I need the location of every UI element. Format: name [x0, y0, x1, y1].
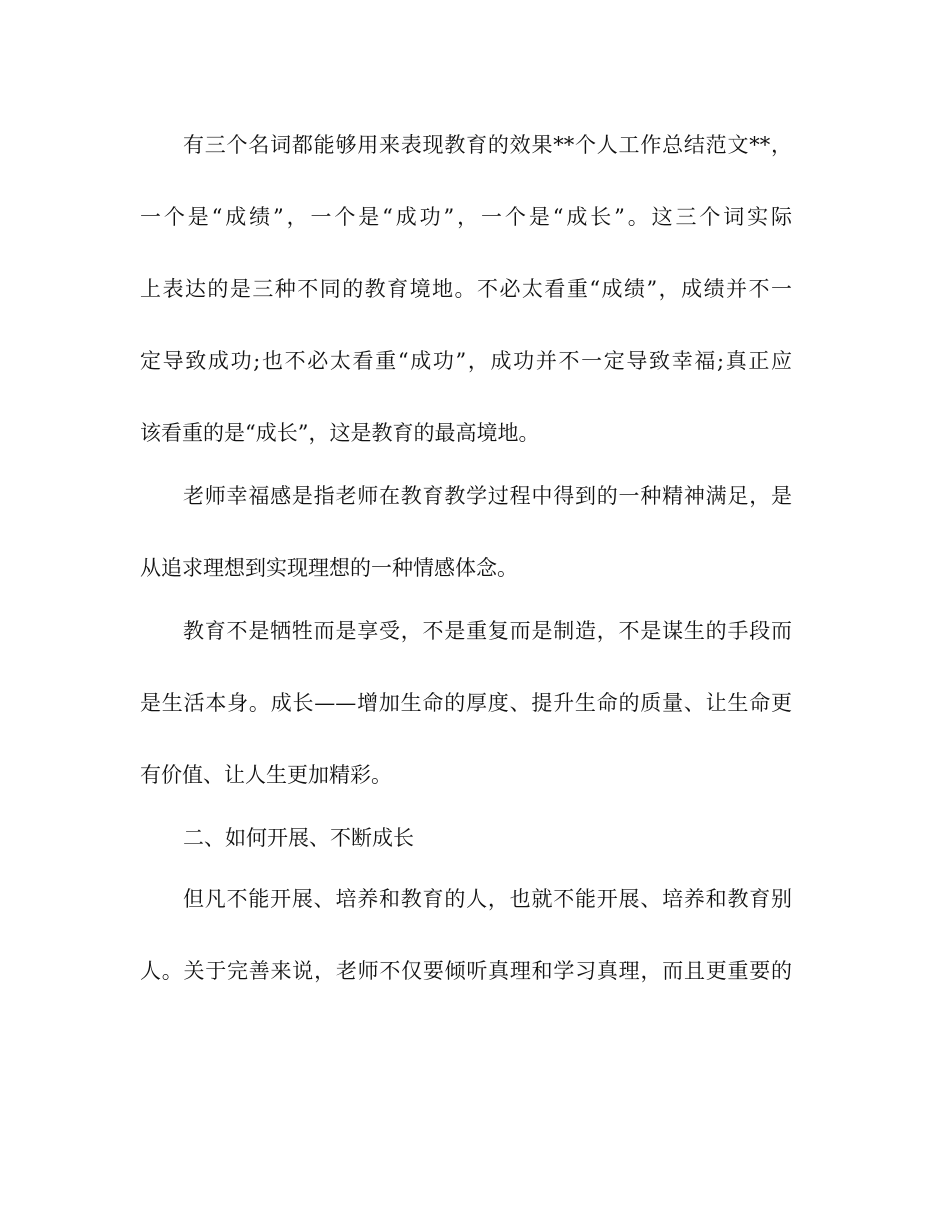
paragraph-2-line-2: 从追求理想到实现理想的一种情感体念。	[140, 556, 518, 580]
paragraph-4-line-2: 人。关于完善来说，老师不仅要倾听真理和学习真理，而且更重要的	[140, 959, 792, 983]
paragraph-1-line-1: 有三个名词都能够用来表现教育的效果**个人工作总结范文**，	[183, 133, 792, 157]
section-heading: 二、如何开展、不断成长	[183, 826, 414, 850]
paragraph-1-line-5: 该看重的是“成长”，这是教育的最高境地。	[140, 421, 540, 445]
paragraph-1-line-4: 定导致成功;也不必太看重“成功”，成功并不一定导致幸福;真正应	[140, 349, 792, 373]
paragraph-1-line-3: 上表达的是三种不同的教育境地。不必太看重“成绩”，成绩并不一	[140, 277, 792, 301]
paragraph-3-line-2: 是生活本身。成长——增加生命的厚度、提升生命的质量、让生命更	[140, 691, 792, 715]
paragraph-3-line-1: 教育不是牺牲而是享受，不是重复而是制造，不是谋生的手段而	[183, 619, 792, 643]
paragraph-2-line-1: 老师幸福感是指老师在教育教学过程中得到的一种精神满足，是	[183, 484, 792, 508]
paragraph-3-line-3: 有价值、让人生更加精彩。	[140, 763, 392, 787]
paragraph-1-line-2: 一个是“成绩”，一个是“成功”，一个是“成长”。这三个词实际	[140, 205, 792, 229]
paragraph-4-line-1: 但凡不能开展、培养和教育的人，也就不能开展、培养和教育别	[183, 887, 792, 911]
